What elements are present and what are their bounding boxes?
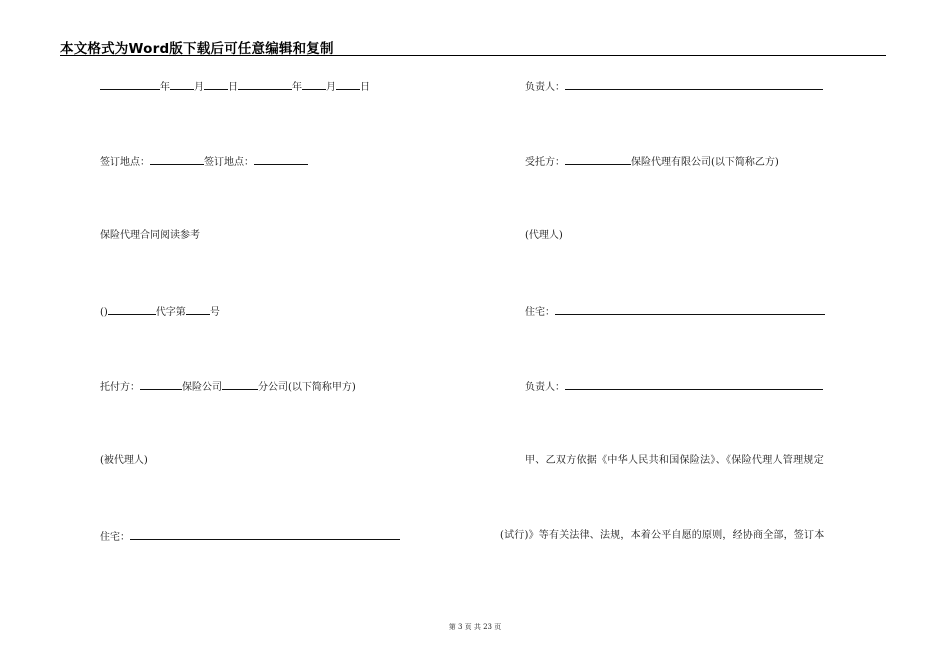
page-number: 第 3 页 共 23 页 xyxy=(448,623,502,631)
person-in-charge-blank-1 xyxy=(565,80,823,90)
agent-row xyxy=(525,155,779,169)
day-label-2: 日 xyxy=(360,82,370,93)
principal-mid-1: 保险公司 xyxy=(182,382,222,393)
month-blank-2 xyxy=(302,80,326,90)
sign-place-blank-1 xyxy=(150,155,204,165)
year-label-2: 年 xyxy=(292,82,302,93)
page-header xyxy=(60,37,886,56)
sign-place-blank-2 xyxy=(254,155,308,165)
right-residence-row xyxy=(525,305,825,319)
right-residence-label: 住宅： xyxy=(525,307,555,318)
year-label-1: 年 xyxy=(160,82,170,93)
agent-role: (代理人) xyxy=(525,230,563,241)
sign-place-label-2: 签订地点： xyxy=(204,157,254,168)
agent-label: 受托方： xyxy=(525,157,565,168)
principal-blank-2 xyxy=(222,380,258,390)
agent-suffix: 保险代理有限公司(以下简称乙方) xyxy=(631,157,779,168)
left-residence-label: 住宅： xyxy=(100,532,130,543)
person-in-charge-label-2: 负责人： xyxy=(525,382,565,393)
person-in-charge-blank-2 xyxy=(565,380,823,390)
contract-number-suffix: 号 xyxy=(209,307,220,318)
right-residence-blank xyxy=(555,305,825,315)
year-blank-2 xyxy=(238,80,292,90)
month-label-1: 月 xyxy=(194,82,204,93)
date-row xyxy=(100,80,370,94)
day-label-1: 日 xyxy=(228,82,238,93)
contract-number-prefix: () xyxy=(100,307,108,318)
year-blank-1 xyxy=(100,80,160,90)
contract-number-middle: 代字第 xyxy=(155,307,186,318)
principal-mid-2: 分公司(以下简称甲方) xyxy=(258,382,356,393)
month-blank-1 xyxy=(170,80,194,90)
sign-place-label-1: 签订地点： xyxy=(100,157,150,168)
sign-place-row xyxy=(100,155,308,169)
contract-number-blank-2 xyxy=(186,305,210,315)
left-residence-blank xyxy=(130,530,400,540)
agreement-paragraph-line-2: (试行)》等有关法律、法规，本着公平自愿的原则，经协商全部，签订本 xyxy=(500,530,825,541)
contract-number-row xyxy=(100,305,220,319)
person-in-charge-label-1: 负责人： xyxy=(525,82,565,93)
principal-blank-1 xyxy=(140,380,182,390)
day-blank-1 xyxy=(204,80,228,90)
agreement-paragraph-line-1: 甲、乙双方依据《中华人民共和国保险法》、《保险代理人管理规定 xyxy=(525,455,824,466)
contract-title: 保险代理合同阅读参考 xyxy=(100,230,200,241)
principal-row xyxy=(100,380,356,394)
day-blank-2 xyxy=(336,80,360,90)
person-in-charge-row-2 xyxy=(525,380,823,394)
month-label-2: 月 xyxy=(326,82,336,93)
header-title: 本文格式为Word版下载后可任意编辑和复制 xyxy=(60,41,334,57)
left-residence-row xyxy=(100,530,400,544)
principal-label: 托付方： xyxy=(100,382,140,393)
contract-number-blank-1 xyxy=(108,305,156,315)
person-in-charge-row-1 xyxy=(525,80,823,94)
agent-blank xyxy=(565,155,631,165)
principal-role: (被代理人) xyxy=(100,455,148,466)
